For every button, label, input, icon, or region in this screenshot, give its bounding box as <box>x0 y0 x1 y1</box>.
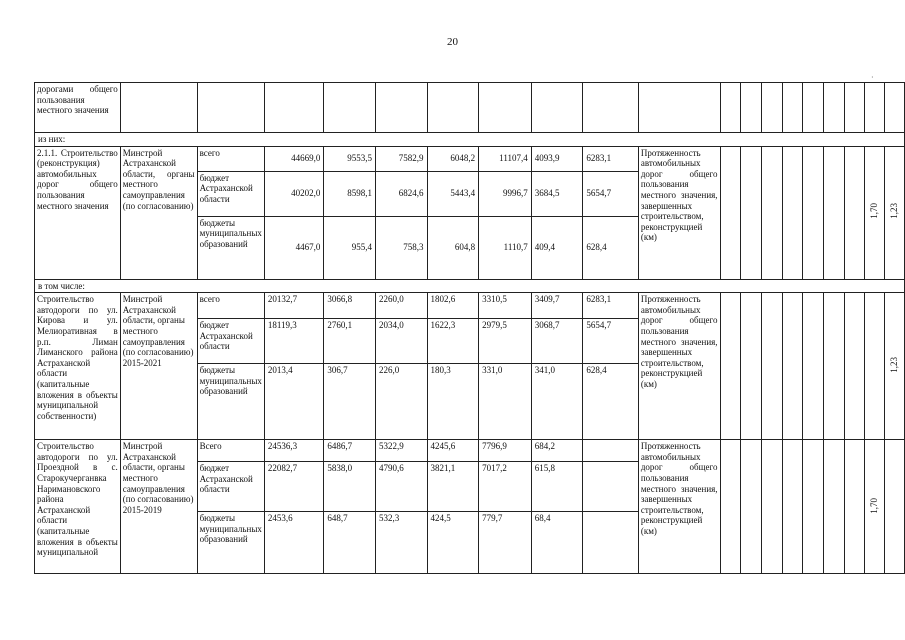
item2-indicator: Протяженность автомобильных дорог общего пользования местного значения, завершенных строительством, реконструкцией (км) <box>638 293 720 440</box>
item2-name: Строительство автодороги по ул. Кирова и ул. Мелиоративная в р.п. Лиман Лиманского района Астраханской области (капитальные вложения в объекты муниципальной собственности) <box>35 293 121 440</box>
table-row <box>35 133 905 147</box>
item2-src-0: всего <box>197 293 264 319</box>
table-row <box>35 279 905 293</box>
item2-src-1: бюджет Астраханской области <box>197 319 264 364</box>
item3-indicator: Протяженность автомобильных дорог общего пользования местного значения, завершенных строительством, реконструкцией (км) <box>638 440 720 574</box>
item1-name: 2.1.1. Строительство (реконструкция) автомобильных дорог общего пользования местного значения <box>35 146 121 279</box>
item2-src-2: бюджеты муниципальных образований <box>197 364 264 440</box>
table-row: бюджеты муниципальных образований 2013,4 306,7 226,0 180,3 331,0 341,0 628,4 <box>35 364 905 440</box>
table-row: бюджеты муниципальных образований 4467,0 955,4 758,3 604,8 1110,7 409,4 628,4 <box>35 216 905 279</box>
item1-value-2: 1,23 <box>889 203 900 220</box>
page-number: 20 <box>447 36 458 48</box>
item3-value-1: 1,70 <box>869 497 880 514</box>
table-row: Строительство автодороги по ул. Кирова и ул. Мелиоративная в р.п. Лиман Лиманского района Астраханской области (капитальные вложения в объекты муниципальной собственности) Минстрой Астраханской области, органы местного самоуправления (по согласованию) 2015-2021 всего 20132,7 3066,8 2260,0 1802,6 3310,5 3409,7 6283,1 Протяженность автомобильных дорог общего пользования местного значения, завершенных строительством, реконструкцией (км) 1,23 <box>35 293 905 319</box>
item1-src-0: всего <box>197 146 264 171</box>
table-row: бюджет Астраханской области 22082,7 5838,0 4790,6 3821,1 7017,2 615,8 <box>35 462 905 512</box>
item2-executor: Минстрой Астраханской области, органы местного самоуправления (по согласованию) 2015-2021 <box>120 293 197 440</box>
item3-name: Строительство автодороги по ул. Проездной в с. Старокучерганвка Наримановского района Астраханской области (капитальные вложения в объекты муниципальной <box>35 440 121 574</box>
table-row: бюджет Астраханской области 40202,0 8598,1 6824,6 5443,4 9996,7 3684,5 5654,7 <box>35 171 905 216</box>
item1-indicator: Протяженность автомобильных дорог общего пользования местного значения, завершенных строительством, реконструкцией (км) <box>638 146 720 279</box>
item2-value-2: 1,23 <box>889 357 900 373</box>
item3-executor: Минстрой Астраханской области, органы местного самоуправления (по согласованию) 2015-2019 <box>120 440 197 574</box>
section-label: из них: <box>35 133 905 147</box>
section-label: в том числе: <box>35 279 905 293</box>
cell-name: дорогами общего пользования местного значения <box>35 83 121 133</box>
item1-src-1: бюджет Астраханской области <box>197 171 264 216</box>
table-row: 2.1.1. Строительство (реконструкция) автомобильных дорог общего пользования местного значения Минстрой Астраханской области, органы местного самоуправления (по согласованию) всего 44669,0 9553,5 7582,9 6048,2 11107,4 4093,9 6283,1 Протяженность автомобильных дорог общего пользования местного значения, завершенных строительством, реконструкцией (км) 1,70 1,23 <box>35 146 905 171</box>
item3-src-0: Всего <box>197 440 264 462</box>
item3-src-1: бюджет Астраханской области <box>197 462 264 512</box>
item3-src-2: бюджеты муниципальных образований <box>197 512 264 574</box>
table-row: бюджет Астраханской области 18119,3 2760,1 2034,0 1622,3 2979,5 3068,7 5654,7 <box>35 319 905 364</box>
item1-value-1: 1,70 <box>869 203 880 220</box>
table-row: бюджеты муниципальных образований 2453,6 648,7 532,3 424,5 779,7 68,4 <box>35 512 905 574</box>
program-table <box>34 82 905 574</box>
item1-executor: Минстрой Астраханской области, органы местного самоуправления (по согласованию) <box>120 146 197 279</box>
table-row: Строительство автодороги по ул. Проездной в с. Старокучерганвка Наримановского района Астраханской области (капитальные вложения в объекты муниципальной Минстрой Астраханской области, органы местного самоуправления (по согласованию) 2015-2019 Всего 24536,3 6486,7 5322,9 4245,6 7796,9 684,2 Протяженность автомобильных дорог общего пользования местного значения, завершенных строительством, реконструкцией (км) 1,70 <box>35 440 905 462</box>
corner-mark: · <box>871 73 874 82</box>
table-row <box>35 83 905 133</box>
item1-src-2: бюджеты муниципальных образований <box>197 216 264 279</box>
